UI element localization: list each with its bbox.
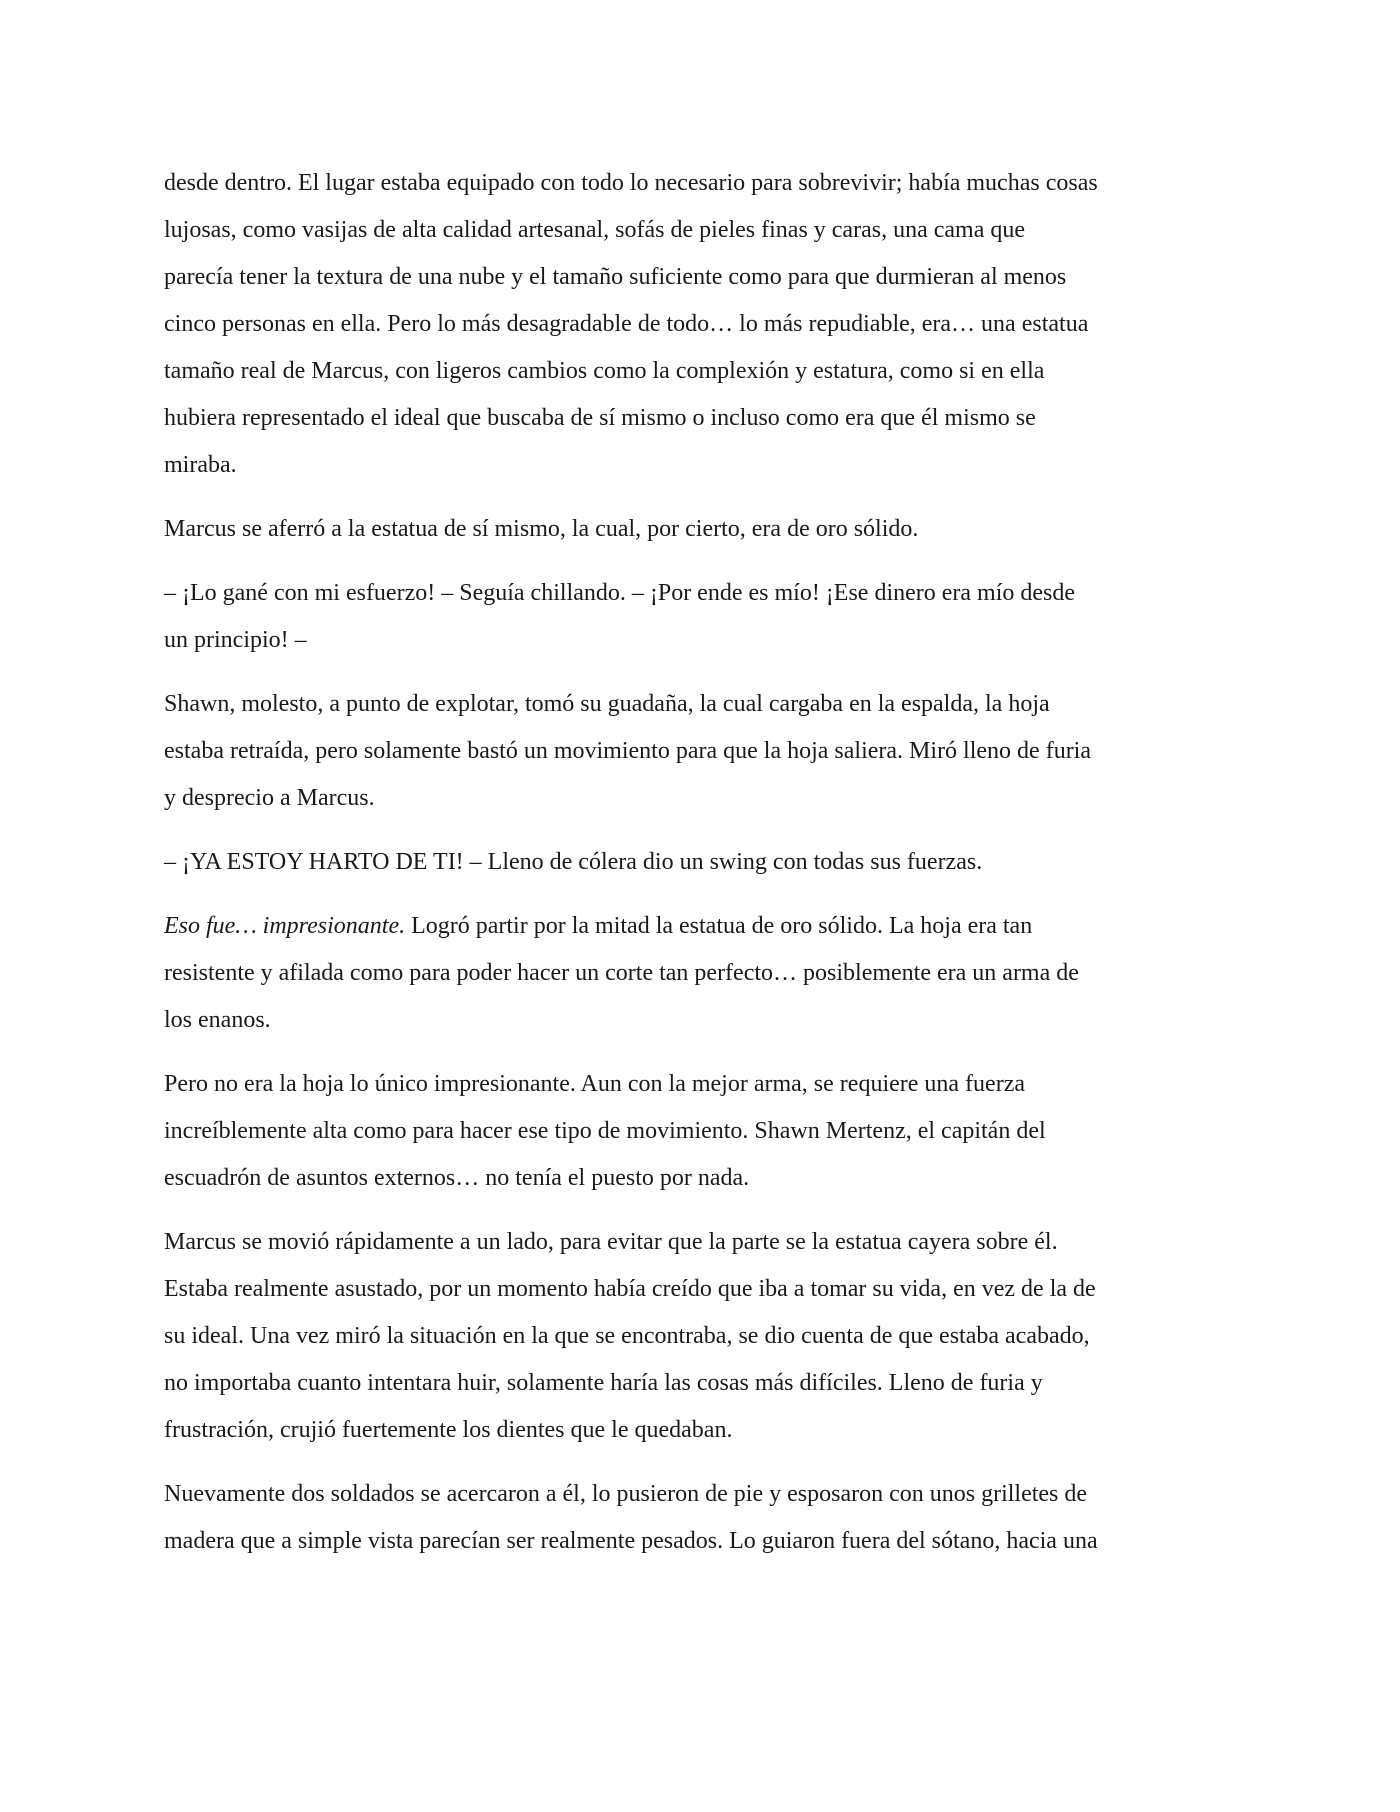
text-line: los enanos.: [164, 1007, 271, 1033]
italic-lead: Eso fue… impresionante.: [164, 913, 406, 939]
text-line: escuadrón de asuntos externos… no tenía el puesto por nada.: [164, 1165, 750, 1191]
text-line: increíblemente alta como para hacer ese tipo de movimiento. Shawn Mertenz, el capitán del: [164, 1118, 1046, 1144]
text-fragment: Logró partir por la mitad la estatua de oro sólido. La hoja era tan: [405, 913, 1033, 939]
text-line: su ideal. Una vez miró la situación en la que se encontraba, se dio cuenta de que estaba acabado,: [164, 1323, 1090, 1349]
text-line: lujosas, como vasijas de alta calidad artesanal, sofás de pieles finas y caras, una cama que: [164, 217, 1025, 243]
text-line: Marcus se movió rápidamente a un lado, para evitar que la parte se la estatua cayera sobre él.: [164, 1229, 1058, 1255]
paragraph: [164, 160, 1236, 489]
paragraph: [164, 1471, 1236, 1565]
text-line: Nuevamente dos soldados se acercaron a él, lo pusieron de pie y esposaron con unos grilletes de: [164, 1481, 1088, 1507]
text-line: Marcus se aferró a la estatua de sí mismo, la cual, por cierto, era de oro sólido.: [164, 516, 919, 542]
text-line: desde dentro. El lugar estaba equipado con todo lo necesario para sobrevivir; había muchas cosas: [164, 170, 1098, 196]
paragraph: [164, 570, 1236, 664]
paragraph: [164, 506, 1236, 553]
text-line: Shawn, molesto, a punto de explotar, tomó su guadaña, la cual cargaba en la espalda, la hoja: [164, 691, 1050, 717]
paragraph: [164, 1219, 1236, 1454]
text-line: Estaba realmente asustado, por un momento había creído que iba a tomar su vida, en vez de la de: [164, 1276, 1096, 1302]
paragraph: [164, 681, 1236, 822]
text-line: no importaba cuanto intentara huir, solamente haría las cosas más difíciles. Lleno de furia y: [164, 1370, 1043, 1396]
paragraph: [164, 903, 1236, 1044]
text-line: madera que a simple vista parecían ser realmente pesados. Lo guiaron fuera del sótano, hacia una: [164, 1528, 1098, 1554]
text-line: [164, 903, 1236, 950]
text-line: tamaño real de Marcus, con ligeros cambios como la complexión y estatura, como si en ella: [164, 358, 1045, 384]
text-line: – ¡YA ESTOY HARTO DE TI! – Lleno de cólera dio un swing con todas sus fuerzas.: [164, 849, 983, 875]
text-line: un principio! –: [164, 627, 307, 653]
text-line: y desprecio a Marcus.: [164, 785, 375, 811]
text-line: cinco personas en ella. Pero lo más desagradable de todo… lo más repudiable, era… una estatua: [164, 311, 1089, 337]
text-line: frustración, crujió fuertemente los dientes que le quedaban.: [164, 1417, 733, 1443]
paragraph: [164, 1061, 1236, 1202]
text-line: resistente y afilada como para poder hacer un corte tan perfecto… posiblemente era un arma de: [164, 960, 1079, 986]
paragraph: [164, 839, 1236, 886]
text-line: parecía tener la textura de una nube y el tamaño suficiente como para que durmieran al menos: [164, 264, 1067, 290]
text-line: miraba.: [164, 452, 237, 478]
text-line: – ¡Lo gané con mi esfuerzo! – Seguía chillando. – ¡Por ende es mío! ¡Ese dinero era mío desde: [164, 580, 1076, 606]
text-line: hubiera representado el ideal que buscaba de sí mismo o incluso como era que él mismo se: [164, 405, 1036, 431]
body-text: [164, 160, 1236, 1582]
text-line: estaba retraída, pero solamente bastó un movimiento para que la hoja saliera. Miró lleno de furia: [164, 738, 1091, 764]
text-line: Pero no era la hoja lo único impresionante. Aun con la mejor arma, se requiere una fuerza: [164, 1071, 1025, 1097]
